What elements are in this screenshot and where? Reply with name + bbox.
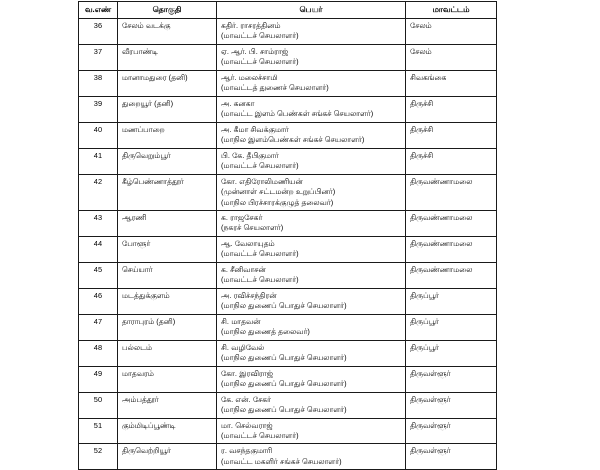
cell-candidate-name: [217, 174, 406, 210]
candidate-designation-line: (மாவட்டச் செயலாளர்): [221, 275, 299, 285]
cell-constituency: சேலம் வடக்கு: [118, 18, 217, 44]
candidate-name-line: அ. கனகா: [221, 98, 255, 108]
column-header-number: வ.எண்: [79, 2, 118, 19]
table-row: [79, 96, 497, 122]
candidate-name-line: சி. மாதவன்: [221, 316, 261, 326]
table-row: [79, 262, 497, 288]
cell-serial-number: 48: [79, 340, 118, 366]
candidate-name-line: கோ. இரவிராஜ்: [221, 368, 274, 378]
cell-constituency: மடத்துக்குளம்: [118, 288, 217, 314]
candidate-designation-line: (மாநில பிரச்சாரக்குழுத் தலைவர்): [221, 197, 334, 207]
column-header-district: மாவட்டம்: [406, 2, 497, 19]
table-header-row: [79, 2, 497, 19]
table-row: [79, 314, 497, 340]
cell-district: சேலம்: [406, 44, 497, 70]
cell-candidate-name: [217, 392, 406, 418]
table-row: [79, 122, 497, 148]
table-row: [79, 236, 497, 262]
candidate-table-container: [78, 1, 496, 470]
cell-serial-number: 45: [79, 262, 118, 288]
cell-serial-number: 43: [79, 211, 118, 237]
column-header-constituency: தொகுதி: [118, 2, 217, 19]
candidate-designation-line: (மாநில துணைத் தலைவர்): [221, 327, 310, 337]
table-row: [79, 288, 497, 314]
cell-constituency: மாதவரம்: [118, 366, 217, 392]
cell-district: திருச்சி: [406, 96, 497, 122]
cell-candidate-name: [217, 211, 406, 237]
candidate-designation-line: (மாநில துணைப் பொதுச் செயலாளர்): [221, 301, 347, 311]
cell-district: திருப்பூர்: [406, 340, 497, 366]
candidate-designation-line: (மாவட்டச் செயலாளர்): [221, 161, 299, 171]
table-body: [79, 18, 497, 469]
cell-district: திருவண்ணாமலை: [406, 262, 497, 288]
cell-district: திருச்சி: [406, 148, 497, 174]
cell-serial-number: 44: [79, 236, 118, 262]
candidate-name-line: க. சீனிவாசன்: [221, 264, 266, 274]
candidate-designation-line: (மாநில துணைப் பொதுச் செயலாளர்): [221, 353, 347, 363]
candidate-designation-line: (மாவட்டச் செயலாளர்): [221, 249, 299, 259]
candidate-name-line: ஆர். மலைச்சாமி: [221, 72, 278, 82]
cell-serial-number: 50: [79, 392, 118, 418]
cell-serial-number: 42: [79, 174, 118, 210]
cell-candidate-name: [217, 288, 406, 314]
table-row: [79, 392, 497, 418]
cell-candidate-name: [217, 236, 406, 262]
cell-district: திருப்பூர்: [406, 314, 497, 340]
candidate-name-line: அ. கீமா சிவக்குமார்: [221, 124, 289, 134]
cell-district: திருவண்ணாமலை: [406, 211, 497, 237]
candidate-name-line: சி. வழிவேல்: [221, 342, 265, 352]
cell-constituency: ஆரணி: [118, 211, 217, 237]
candidate-designation-line: (மாவட்டத் துணைச் செயலாளர்): [221, 83, 329, 93]
table-row: [79, 44, 497, 70]
cell-serial-number: 40: [79, 122, 118, 148]
cell-candidate-name: [217, 366, 406, 392]
table-row: [79, 211, 497, 237]
cell-constituency: அம்பத்தூர்: [118, 392, 217, 418]
cell-serial-number: 38: [79, 70, 118, 96]
table-row: [79, 418, 497, 444]
candidate-name-line: மா. செல்வராஜ்: [221, 420, 273, 430]
candidate-name-line: கே. என். சேகர்: [221, 394, 272, 404]
table-row: [79, 18, 497, 44]
candidate-designation-line: (மாவட்ட இளம் பெண்கள் சங்கச் செயலாளர்): [221, 109, 374, 119]
cell-serial-number: 52: [79, 444, 118, 470]
column-header-name: பெயர்: [217, 2, 406, 19]
candidate-designation-line: (மாவட்ட மகளிர் சங்கச் செயலாளர்): [221, 456, 342, 466]
cell-district: திருவள்ளூர்: [406, 366, 497, 392]
cell-constituency: பல்லடம்: [118, 340, 217, 366]
cell-candidate-name: [217, 444, 406, 470]
table-row: [79, 70, 497, 96]
table-row: [79, 148, 497, 174]
cell-district: திருவள்ளூர்: [406, 418, 497, 444]
table-row: [79, 340, 497, 366]
cell-serial-number: 37: [79, 44, 118, 70]
cell-constituency: வீரபாண்டி: [118, 44, 217, 70]
cell-constituency: போளூர்: [118, 236, 217, 262]
cell-constituency: கீழ்பெண்ணாத்தூர்: [118, 174, 217, 210]
cell-serial-number: 49: [79, 366, 118, 392]
cell-district: திருப்பூர்: [406, 288, 497, 314]
cell-constituency: மானாமதுரை (தனி): [118, 70, 217, 96]
cell-district: திருவள்ளூர்: [406, 444, 497, 470]
cell-constituency: செய்யார்: [118, 262, 217, 288]
cell-serial-number: 51: [79, 418, 118, 444]
cell-serial-number: 46: [79, 288, 118, 314]
cell-serial-number: 39: [79, 96, 118, 122]
candidate-name-line: க. ராஜசேகர்: [221, 213, 263, 222]
cell-constituency: கும்மிடிப்பூண்டி: [118, 418, 217, 444]
cell-constituency: திருவெற்றியூர்: [118, 444, 217, 470]
candidate-name-line: ஏ. ஆர். பி. சாம்ராஜ்: [221, 46, 289, 56]
candidate-designation-line: (மாவட்டச் செயலாளர்): [221, 430, 299, 440]
cell-candidate-name: [217, 122, 406, 148]
cell-constituency: தாராபுரம் (தனி): [118, 314, 217, 340]
table-row: [79, 366, 497, 392]
cell-candidate-name: [217, 18, 406, 44]
cell-district: சேலம்: [406, 18, 497, 44]
cell-candidate-name: [217, 44, 406, 70]
candidate-name-line: ஆ. வேலாயுதம்: [221, 238, 275, 248]
cell-district: சிவகங்கை: [406, 70, 497, 96]
cell-district: திருவள்ளூர்: [406, 392, 497, 418]
candidate-name-line: கோ. எதிரோலிமணியன்: [221, 176, 303, 186]
candidate-designation-line: (மாநில துணைப் பொதுச் செயலாளர்): [221, 379, 347, 389]
table-header: [79, 2, 497, 19]
cell-serial-number: 41: [79, 148, 118, 174]
cell-constituency: மணப்பாறை: [118, 122, 217, 148]
cell-candidate-name: [217, 148, 406, 174]
cell-constituency: திருவெறும்பூர்: [118, 148, 217, 174]
candidate-designation-line: (மாநில துணைப் பொதுச் செயலாளர்): [221, 405, 347, 415]
candidate-designation-line: (மாவட்டச் செயலாளர்): [221, 57, 299, 67]
cell-district: திருவண்ணாமலை: [406, 174, 497, 210]
cell-district: திருச்சி: [406, 122, 497, 148]
cell-candidate-name: [217, 314, 406, 340]
candidate-designation-line: (மாநில இளம்பெண்கள் சங்கச் செயலாளர்): [221, 135, 365, 145]
cell-candidate-name: [217, 340, 406, 366]
cell-candidate-name: [217, 96, 406, 122]
candidate-name-line: ர. வசந்தகுமாரி: [221, 446, 273, 456]
candidate-table: [78, 1, 497, 470]
candidate-designation-line: (நகரச் செயலாளர்): [221, 223, 284, 233]
cell-candidate-name: [217, 70, 406, 96]
cell-candidate-name: [217, 262, 406, 288]
candidate-name-line: அ. ரவிச்சந்திரன்: [221, 290, 277, 300]
candidate-designation-line: (முன்னாள் சட்டமன்ற உறுப்பினர்): [221, 187, 336, 197]
table-row: [79, 174, 497, 210]
table-row: [79, 444, 497, 470]
candidate-designation-line: (மாவட்டச் செயலாளர்): [221, 31, 299, 41]
cell-district: திருவண்ணாமலை: [406, 236, 497, 262]
cell-candidate-name: [217, 418, 406, 444]
candidate-name-line: பி. கே. தீபிகுமார்: [221, 150, 279, 160]
cell-constituency: துறையூர் (தனி): [118, 96, 217, 122]
candidate-name-line: கதிர். ராசரத்தினம்: [221, 20, 281, 30]
cell-serial-number: 36: [79, 18, 118, 44]
cell-serial-number: 47: [79, 314, 118, 340]
